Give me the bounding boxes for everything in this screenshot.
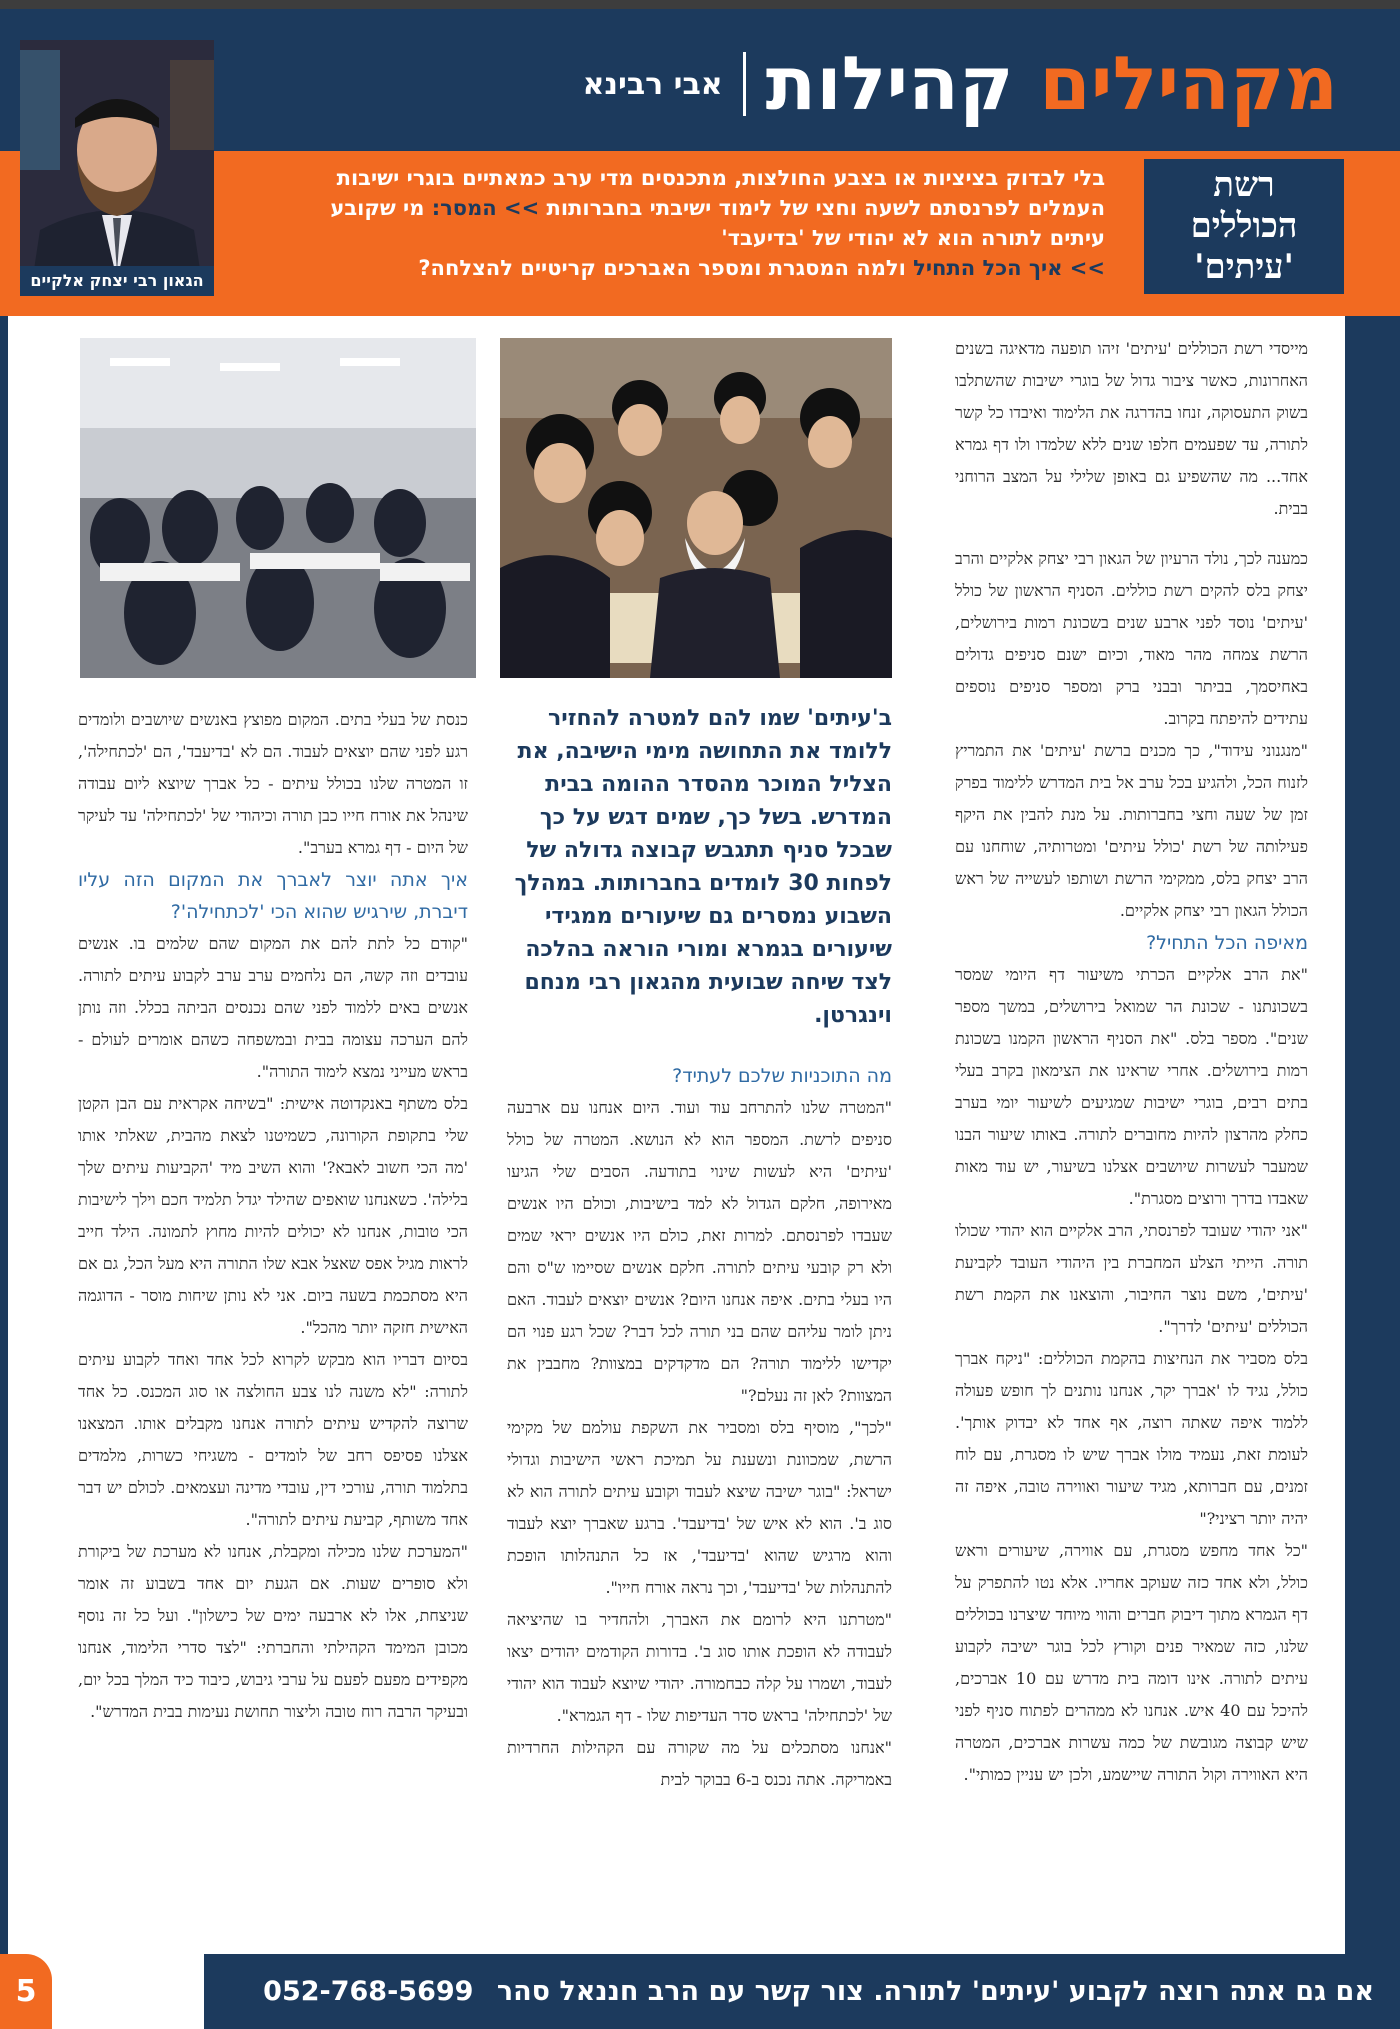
column-title	[765, 41, 1338, 127]
title-divider	[743, 52, 746, 116]
paragraph: בלס משתף באנקדוטה אישית: "בשיחה אקראית עם הבן הקטן שלי בתקופת הקורונה, כשמיטנו לצאת מהבית, שאלתי אותו 'מה הכי חשוב לאבא?' והוא השיב מיד 'הקביעות עיתים שלך בלילה'. כשאנחנו שואפים שהילד יגדל תלמיד חכם וילך לישיבות הכי טובות, אנחנו לא יכולים להיות מחוץ לתמונה. הילד חייב לראות מגיל אפס שאצל אבא שלו התורה היא מעל הכל, גם אם היא מסתכמת בשעה ביום. אני לא נותן שיחות מוסר - הדוגמה האישית חזקה יותר מהכל".	[78, 1094, 468, 1337]
section-label	[1144, 159, 1344, 294]
paragraph: מייסדי רשת הכוללים 'עיתים' זיהו תופעה מדאיגה בשנים האחרונות, כאשר ציבור גדול של בוגרי ישיבות שהשתלבו בשוק התעסוקה, זנחו בהדרגה את הלימוד ואיבדו כל קשר לתורה, עד שפעמים חלפו שנים ללא שלמדו ולו דף גמרא אחד... מה שהשפיע גם באופן שלילי על המצב הרוחני בבית.	[955, 339, 1308, 518]
subheading: מאיפה הכל התחיל?	[1146, 932, 1308, 954]
subheading: איך אתה יוצר לאברך את המקום הזה עליו דיברת, שירגיש שהוא הכי 'לכתחילה'?	[78, 869, 468, 923]
paragraph: "קודם כל לתת להם את המקום שהם שלמים בו. אנשים עובדים וזה קשה, הם נלחמים ערב ערב לקבוע עיתים לתורה. אנשים באים ללמוד לפני שהם נכנסים הביתה בכלל. וזה נותן להם הערכה עצומה בבית ובמשפחה כשהם אומרים לעולם - בראש מעייני נמצא לימוד התורה".	[78, 934, 468, 1081]
paragraph: כנסת של בעלי בתים. המקום מפוצץ באנשים שיושבים ולומדים רגע לפני שהם יוצאים לעבוד. הם לא 'בדיעבד', הם 'לכתחילה', זו המטרה שלנו בכולל עיתים - כל אברך שיוצא ליום עבודה שינהל את אורח חייו כבן תורה וכיהודי של 'לכתחילה' עד לעיקר של היום - דף גמרא בערב".	[78, 710, 468, 857]
paragraph: "מטרתנו היא לרומם את האברך, ולהחדיר בו שהיציאה לעבודה לא הופכת אותו סוג ב'. בדורות הקודמים יהודים יצאו לעבוד, ושמרו על קלה כבחמורה. יהודי שיוצא לעבוד הוא יהודי של 'לכתחילה' בראש סדר העדיפות שלו - דף הגמרא".	[507, 1610, 892, 1725]
right-margin-bar	[1345, 316, 1400, 1956]
top-strip	[0, 0, 1400, 9]
footer-text: אם גם אתה רוצה לקבוע 'עיתים' לתורה. צור קשר עם הרב חננאל סהר	[496, 1976, 1374, 2007]
title-orange-word: מקהילים	[1039, 41, 1338, 127]
masthead	[582, 41, 1338, 127]
lead-paragraph	[275, 163, 1105, 283]
paragraph: בלס מסביר את הנחיצות בהקמת הכוללים: "ניקח אברך כולל, נגיד לו 'אברך יקר, אנחנו נותנים לך חופש פעולה ללמוד איפה שאתה רוצה, אף אחד לא יבדוק אותך'. לעומת זאת, נעמיד מולו אברך שיש לו מסגרת, עם לוח זמנים, עם חברותא, מגיד שיעור ואווירה טובה, איפה זה יהיה יותר רציני?"	[955, 1349, 1308, 1528]
article-column-1	[955, 333, 1308, 1791]
lead-label: איך הכל התחיל	[913, 256, 1063, 280]
paragraph: "כל אחד מחפש מסגרת, עם אווירה, שיעורים וראש כולל, ולא אחד כזה שעוקב אחריו. אלא נטו להתפרק על דף הגמרא מתוך דיבוק חברים והווי מיוחד שיצרנו בכוללים שלנו, כזה שמאיר פנים וקורץ לכל בוגר ישיבה לקבוע עיתים לתורה. אינו דומה בית מדרש עם 10 אברכים, להיכל עם 40 איש. אנחנו לא ממהרים לפתוח סניף לפני שיש קבוצה מגובשת של כמה עשרות אברכים, המטרה היא האווירה וקול התורה שיישמע, ולכן יש עניין כמותי".	[955, 1541, 1308, 1784]
footer-phone: 052-768-5699	[263, 1976, 474, 2007]
paragraph: "אנחנו מסתכלים על מה שקורה עם הקהילות החרדיות באמריקה. אתה נכנס ב-6 בבוקר לבית	[507, 1738, 892, 1789]
paragraph: "אני יהודי שעובד לפרנסתי, הרב אלקיים הוא יהודי שכולו תורה. הייתי הצלע המחברת בין היהודי העובד לקביעת 'עיתים', משם נוצר החיבור, והוצאנו את הקמת רשת הכוללים 'עיתים' לדרך".	[955, 1221, 1308, 1336]
paragraph: כמענה לכך, נולד הרעיון של הגאון רבי יצחק אלקיים והרב יצחק בלס להקים רשת כוללים. הסניף הראשון של כולל 'עיתים' נוסד לפני ארבע שנים בשכונת רמות בירושלים, הרשת צמחה מהר מאוד, וכיום ישנם סניפים גדולים באחיסמך, בביתר ובבני ברק ומספר סניפים נוספים עתידים להיפתח בקרוב.	[955, 549, 1308, 728]
lead-text: ולמה המסגרת ומספר האברכים קריטיים להצלחה?	[418, 256, 914, 280]
title-white-word: קהילות	[765, 41, 1014, 127]
photo-hall-illustration	[80, 338, 476, 678]
left-margin-bar	[0, 316, 8, 1956]
lead-text: בלי לבדוק בציציות או בצבע החולצות, מתכנסים מדי ערב כמאתיים בוגרי ישיבות העמלים לפרנסתם לשעה וחצי של לימוד ישיבתי בחברותות	[336, 166, 1105, 220]
author-byline: אבי רבינא	[582, 66, 723, 102]
portrait-photo	[20, 40, 214, 296]
paragraph: "מנגנוני עידוד", כך מכנים ברשת 'עיתים' את התמריץ לזנוח הכל, ולהגיע בכל ערב אל בית המדרש ללימוד בפרק זמן של שעה וחצי בחברותות. על מנת להבין את היקף פעילותה של רשת 'כולל עיתים' ומטרותיה, שוחחנו עם הרב יצחק בלס, ממקימי הרשת ושותפו לעשייה של ראש הכולל הגאון רבי יצחק אלקיים.	[955, 741, 1308, 920]
photo-rabbi-illustration	[500, 338, 892, 678]
pull-quote: ב'עיתים' שמו להם למטרה להחזיר ללומד את התחושה מימי הישיבה, את הצליל המוכר מהסדר ההומה בבית המדרש. בשל כך, שמים דגש על כך שבכל סניף תתגבש קבוצה גדולה של לפחות 30 לומדים בחברותות. במהלך השבוע נמסרים גם שיעורים ממגידי שיעורים בגמרא ומורי הוראה בהלכה לצד שיחה שבועית מהגאון רבי מנחם וינגרטן.	[514, 706, 892, 1028]
subheading: מה התוכניות שלכם לעתיד?	[672, 1065, 892, 1087]
paragraph: "המטרה שלנו להתרחב עוד ועוד. היום אנחנו עם ארבעה סניפים לרשת. המספר הוא לא הנושא. המטרה של כולל 'עיתים' היא לעשות שינוי בתודעה. הסבים שלי הגיעו מאירופה, חלקם הגדול לא למד בישיבות, וכולם היו אנשים שעבדו לפרנסתם. למרות זאת, כולם היו אנשים יראי שמים ולא רק קובעי עיתים לתורה. חלקם אנשים שסיימו ש"ס והם היו בעלי בתים. איפה אנחנו היום? אנשים יוצאים לעבוד. האם ניתן לומר עליהם שהם בני תורה לכל דבר? שכל רגע פנוי הם יקדישו ללימוד תורה? הם מדקדקים במצוות? מחבבין את המצוות? לאן זה נעלם?"	[507, 1098, 892, 1405]
lead-arrow: >>	[1062, 256, 1105, 280]
lead-label: המסר:	[431, 196, 497, 220]
photo-study-hall	[80, 338, 476, 678]
article-column-3	[78, 704, 468, 1728]
paragraph: "המערכת שלנו מכילה ומקבלת, אנחנו לא מערכת של ביקורת ולא סופרים שעות. אם הגעת יום אחד בשבוע זה אומר שניצחת, אלו לא ארבעה ימים של כישלון". ועל כל זה נוסף מכובן המימד הקהילתי והחברתי: "לצד סדרי הלימוד, אנחנו מקפידים מפעם לפעם על ערבי גיבוש, כיבוד כיד המלך בכל יום, ובעיקר הרבה רוח טובה וליצור תחושת נעימות בבית המדרש".	[78, 1542, 468, 1721]
paragraph: "את הרב אלקיים הכרתי משיעור דף היומי שמסר בשכונתנו - שכונת הר שמואל בירושלים, במשך מספר שנים". מספר בלס. "את הסניף הראשון הקמנו בשכונת רמות בירושלים. אחרי שראינו את הצימאון בקרב בעלי בתים רבים, בוגרי ישיבות שמגיעים לשיעור יומי בערב כחלק מהרצון להיות מחוברים לתורה. באותו שיעור הבנו שמעבר לעשרות שיושבים אצלנו בשיעור, יש עוד מאות שאבדו בדרך ורוצים מסגרת".	[955, 965, 1308, 1208]
contact-footer	[204, 1954, 1400, 2029]
photo-rabbi-group	[500, 338, 892, 678]
page-number: 5	[0, 1954, 52, 2029]
article-column-2	[507, 1060, 892, 1796]
section-label-line: 'עיתים'	[1194, 247, 1294, 287]
portrait-illustration	[20, 40, 214, 296]
lead-arrow: >>	[496, 196, 547, 220]
lead-text: מי שקובע עיתים לתורה הוא לא יהודי של 'בדיעבד'	[330, 196, 1105, 250]
paragraph: בסיום דבריו הוא מבקש לקרוא לכל אחד ואחד לקבוע עיתים לתורה: "לא משנה לנו צבע החולצה או סוג המכנס. כל אחד שרוצה להקדיש עיתים לתורה אנחנו מקבלים אותו. המצאנו אצלנו פסיפס רחב של לומדים - משגיחי כשרות, מלמדים בתלמוד תורה, עורכי דין, עובדי מדינה ועצמאים. לכולם יש דבר אחד משותף, קביעת עיתים לתורה".	[78, 1350, 468, 1529]
section-label-line: רשת	[1213, 165, 1275, 205]
portrait-caption: הגאון רבי יצחק אלקיים	[20, 266, 214, 296]
section-label-line: הכוללים	[1190, 206, 1298, 246]
paragraph: "לכך", מוסיף בלס ומסביר את השקפת עולמם של מקימי הרשת, שמכוונת ונשענת על תמיכת ראשי הישיבות וגדולי ישראל: "בוגר ישיבה שיצא לעבוד וקובע עיתים לתורה הוא לא סוג ב'. הוא לא איש של 'בדיעבד'. ברגע שאברך יוצא לעבוד והוא מרגיש שהוא 'בדיעבד', אז כל התנהלותו הופכת להתנהלות של 'בדיעבד', וכך נראה אורח חייו".	[507, 1418, 892, 1597]
